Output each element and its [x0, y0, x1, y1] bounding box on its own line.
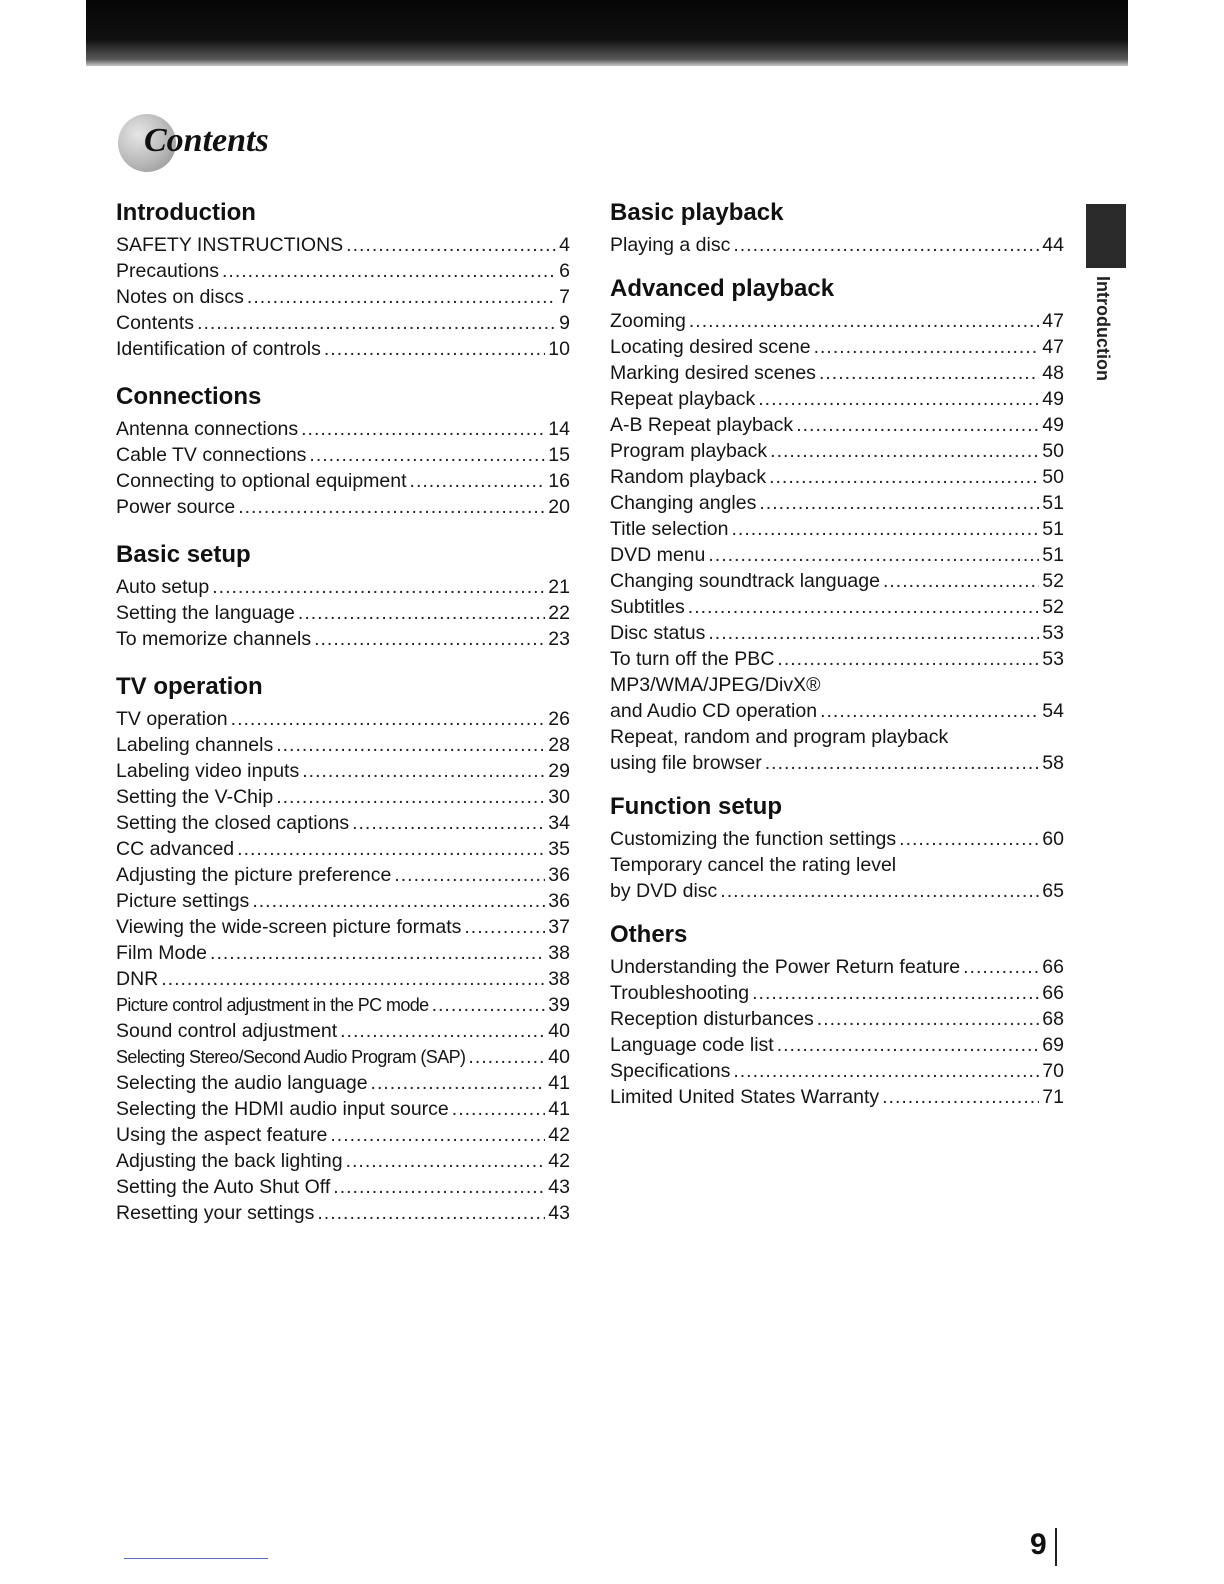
toc-entry[interactable] — [116, 310, 570, 336]
toc-dot-leader — [197, 310, 556, 336]
toc-dot-leader — [733, 232, 1039, 258]
toc-entry[interactable] — [116, 810, 570, 836]
top-header-bar — [86, 0, 1128, 66]
toc-entry[interactable] — [116, 758, 570, 784]
toc-entry-page: 26 — [548, 708, 570, 730]
toc-entry[interactable] — [610, 516, 1064, 542]
section-title: Basic setup — [116, 541, 251, 568]
toc-entry-title: Auto setup — [116, 576, 210, 598]
toc-entry-page: 58 — [1042, 752, 1064, 774]
toc-dot-leader — [371, 1070, 546, 1096]
left-toc-column — [116, 198, 570, 1226]
toc-entry-title: Subtitles — [610, 596, 685, 618]
toc-entry[interactable] — [116, 1096, 570, 1122]
toc-entry-title: Resetting your settings — [116, 1202, 315, 1224]
toc-entry-page: 35 — [548, 838, 570, 860]
toc-dot-leader — [238, 494, 545, 520]
toc-entry-page: 9 — [559, 312, 570, 334]
toc-entry-page: 47 — [1042, 310, 1064, 332]
toc-dot-leader — [309, 442, 545, 468]
toc-entry[interactable] — [116, 940, 570, 966]
toc-entry[interactable] — [610, 412, 1064, 438]
toc-dot-leader — [759, 490, 1039, 516]
section-spacer — [610, 258, 1064, 274]
toc-entry-page: 37 — [548, 916, 570, 938]
toc-dot-leader — [276, 784, 545, 810]
toc-entry-title: Playing a disc — [610, 234, 731, 256]
toc-dot-leader — [817, 1006, 1040, 1032]
toc-entry-title: Picture settings — [116, 890, 250, 912]
toc-dot-leader — [777, 1032, 1040, 1058]
toc-dot-leader — [819, 360, 1039, 386]
toc-entry-page: 40 — [548, 1046, 570, 1068]
toc-dot-leader — [302, 758, 545, 784]
section-spacer — [116, 362, 570, 382]
toc-entry[interactable] — [116, 784, 570, 810]
toc-entry[interactable] — [116, 1122, 570, 1148]
toc-entry-title: DVD menu — [610, 544, 706, 566]
toc-entry-title: Precautions — [116, 260, 219, 282]
toc-entry[interactable] — [610, 334, 1064, 360]
toc-entry-title: To turn off the PBC — [610, 648, 775, 670]
toc-entry[interactable] — [116, 1174, 570, 1200]
toc-entry-page: 41 — [548, 1098, 570, 1120]
toc-entry-title: Limited United States Warranty — [610, 1086, 880, 1108]
toc-entry-page: 51 — [1042, 492, 1064, 514]
toc-entry-page: 53 — [1042, 622, 1064, 644]
toc-entry[interactable] — [116, 966, 570, 992]
toc-entry[interactable] — [610, 1032, 1064, 1058]
toc-entry-title: Language code list — [610, 1034, 774, 1056]
side-chapter-label-text: Introduction — [1093, 276, 1113, 381]
toc-dot-leader — [410, 468, 546, 494]
toc-dot-leader — [814, 334, 1040, 360]
toc-dot-leader — [452, 1096, 546, 1122]
toc-entry-title: Viewing the wide-screen picture formats — [116, 916, 462, 938]
toc-entry-title: Using the aspect feature — [116, 1124, 328, 1146]
toc-entry[interactable] — [610, 826, 1064, 852]
toc-entry-page: 51 — [1042, 544, 1064, 566]
toc-entry-page: 43 — [548, 1176, 570, 1198]
toc-entry-page: 71 — [1042, 1086, 1064, 1108]
toc-entry-page: 54 — [1042, 700, 1064, 722]
toc-entry[interactable] — [610, 464, 1064, 490]
toc-entry-title: Cable TV connections — [116, 444, 307, 466]
toc-dot-leader — [733, 1058, 1039, 1084]
toc-dot-leader — [758, 386, 1039, 412]
toc-entry-title: Specifications — [610, 1060, 731, 1082]
toc-entry-page: 22 — [548, 602, 570, 624]
toc-entry-title: Film Mode — [116, 942, 208, 964]
toc-section — [116, 672, 570, 1226]
toc-dot-leader — [314, 626, 545, 652]
toc-entry-title: CC advanced — [116, 838, 235, 860]
toc-entry-title: Understanding the Power Return feature — [610, 956, 961, 978]
contents-heading — [116, 112, 356, 176]
toc-entry-page: 42 — [548, 1124, 570, 1146]
toc-dot-leader — [796, 412, 1039, 438]
toc-entry[interactable] — [116, 836, 570, 862]
toc-entry-page: 29 — [548, 760, 570, 782]
toc-entry[interactable] — [610, 308, 1064, 334]
toc-dot-leader — [899, 826, 1039, 852]
toc-entry[interactable] — [610, 620, 1064, 646]
toc-entry-page: 23 — [548, 628, 570, 650]
toc-dot-leader — [301, 416, 545, 442]
toc-dot-leader — [468, 1044, 545, 1070]
toc-dot-leader — [464, 914, 545, 940]
toc-entry-title: Customizing the function settings — [610, 828, 897, 850]
toc-dot-leader — [769, 464, 1039, 490]
toc-section — [610, 920, 1064, 1110]
toc-entry-title: Troubleshooting — [610, 982, 750, 1004]
toc-entry[interactable] — [116, 706, 570, 732]
toc-entry-page: 49 — [1042, 388, 1064, 410]
right-toc-column — [610, 198, 1064, 1110]
toc-entry[interactable] — [116, 494, 570, 520]
toc-entry-title: Selecting the HDMI audio input source — [116, 1098, 449, 1120]
toc-entry-page: 30 — [548, 786, 570, 808]
toc-entry[interactable] — [116, 1200, 570, 1226]
toc-dot-leader — [252, 888, 545, 914]
toc-entry-page: 38 — [548, 942, 570, 964]
toc-entry-page: 14 — [548, 418, 570, 440]
toc-entry-page: 53 — [1042, 648, 1064, 670]
section-title: Advanced playback — [610, 275, 835, 302]
side-tab-marker — [1086, 204, 1126, 268]
toc-section — [610, 792, 1064, 904]
toc-entry-page: 15 — [548, 444, 570, 466]
toc-entry-page: 7 — [559, 286, 570, 308]
toc-entry[interactable] — [610, 646, 1064, 672]
toc-dot-leader — [212, 574, 545, 600]
toc-entry[interactable] — [116, 732, 570, 758]
toc-entry[interactable] — [116, 574, 570, 600]
section-spacer — [116, 652, 570, 672]
toc-dot-leader — [777, 646, 1039, 672]
toc-entry-title: Sound control adjustment — [116, 1020, 338, 1042]
toc-entry-title: Adjusting the back lighting — [116, 1150, 343, 1172]
toc-entry-first-line: Temporary cancel the rating level — [610, 854, 897, 876]
toc-entry-page: 42 — [548, 1150, 570, 1172]
toc-entry-page: 52 — [1042, 596, 1064, 618]
toc-entry-title: Setting the closed captions — [116, 812, 350, 834]
toc-entry-page: 47 — [1042, 336, 1064, 358]
toc-dot-leader — [247, 284, 556, 310]
toc-entry-title: Repeat playback — [610, 388, 756, 410]
toc-entry-title: To memorize channels — [116, 628, 312, 650]
toc-entry-page: 51 — [1042, 518, 1064, 540]
toc-entry-page: 41 — [548, 1072, 570, 1094]
toc-dot-leader — [210, 940, 545, 966]
page-title: Contents — [144, 122, 269, 159]
side-chapter-label — [1087, 276, 1113, 386]
toc-entry-title: Setting the Auto Shut Off — [116, 1176, 331, 1198]
toc-entry-title: Reception disturbances — [610, 1008, 814, 1030]
toc-entry-title: Contents — [116, 312, 195, 334]
toc-entry[interactable] — [610, 878, 1064, 904]
toc-entry[interactable] — [116, 600, 570, 626]
section-spacer — [116, 520, 570, 540]
toc-entry-title: Setting the language — [116, 602, 295, 624]
page-number: 9 — [1030, 1528, 1047, 1561]
section-title: Connections — [116, 383, 262, 410]
toc-entry[interactable] — [116, 1044, 570, 1070]
toc-entry[interactable] — [116, 862, 570, 888]
toc-dot-leader — [770, 438, 1039, 464]
toc-entry-page: 34 — [548, 812, 570, 834]
section-title: TV operation — [116, 673, 263, 700]
toc-entry-title: Connecting to optional equipment — [116, 470, 407, 492]
toc-entry-page: 40 — [548, 1020, 570, 1042]
toc-entry-page: 36 — [548, 864, 570, 886]
toc-entry-page: 43 — [548, 1202, 570, 1224]
section-title: Basic playback — [610, 199, 784, 226]
toc-entry-page: 50 — [1042, 466, 1064, 488]
toc-entry[interactable] — [610, 750, 1064, 776]
toc-entry[interactable] — [610, 568, 1064, 594]
toc-entry-title: SAFETY INSTRUCTIONS — [116, 234, 344, 256]
footer-line — [124, 1558, 268, 1559]
section-spacer — [610, 904, 1064, 920]
toc-dot-leader — [231, 706, 546, 732]
toc-entry-title: Picture control adjustment in the PC mode — [116, 995, 429, 1015]
toc-dot-leader — [394, 862, 545, 888]
toc-entry[interactable] — [116, 992, 570, 1018]
toc-entry-page: 4 — [559, 234, 570, 256]
toc-dot-leader — [237, 836, 545, 862]
toc-entry[interactable] — [116, 284, 570, 310]
toc-entry-title: Zooming — [610, 310, 686, 332]
toc-dot-leader — [352, 810, 545, 836]
toc-entry[interactable] — [610, 490, 1064, 516]
toc-entry-page: 66 — [1042, 956, 1064, 978]
toc-dot-leader — [161, 966, 545, 992]
toc-entry-title: Locating desired scene — [610, 336, 811, 358]
toc-dot-leader — [708, 620, 1039, 646]
toc-dot-leader — [708, 542, 1039, 568]
toc-entry[interactable] — [610, 698, 1064, 724]
toc-entry[interactable] — [116, 258, 570, 284]
toc-entry[interactable] — [116, 626, 570, 652]
toc-entry-title: using file browser — [610, 752, 762, 774]
toc-section — [116, 382, 570, 520]
toc-entry-page: 66 — [1042, 982, 1064, 1004]
toc-entry-page: 60 — [1042, 828, 1064, 850]
toc-entry-title: Notes on discs — [116, 286, 244, 308]
toc-entry[interactable] — [116, 468, 570, 494]
section-title: Others — [610, 921, 688, 948]
toc-entry[interactable] — [116, 1148, 570, 1174]
toc-entry[interactable] — [116, 416, 570, 442]
toc-entry[interactable] — [116, 442, 570, 468]
toc-entry-title: Identification of controls — [116, 338, 321, 360]
toc-entry-first-line: MP3/WMA/JPEG/DivX® — [610, 674, 821, 696]
toc-entry[interactable] — [610, 386, 1064, 412]
toc-dot-leader — [340, 1018, 545, 1044]
toc-entry-page: 20 — [548, 496, 570, 518]
toc-entry-title: Labeling video inputs — [116, 760, 300, 782]
section-title: Function setup — [610, 793, 782, 820]
toc-entry[interactable] — [610, 1058, 1064, 1084]
toc-dot-leader — [330, 1122, 545, 1148]
toc-entry-title: and Audio CD operation — [610, 700, 818, 722]
toc-entry-title: Random playback — [610, 466, 767, 488]
toc-entry-title: Program playback — [610, 440, 768, 462]
toc-dot-leader — [882, 1084, 1039, 1110]
toc-dot-leader — [752, 980, 1039, 1006]
toc-entry-page: 16 — [548, 470, 570, 492]
toc-entry-title: by DVD disc — [610, 880, 718, 902]
section-spacer — [610, 776, 1064, 792]
toc-dot-leader — [333, 1174, 545, 1200]
toc-entry-title: DNR — [116, 968, 159, 990]
toc-entry[interactable] — [610, 1084, 1064, 1110]
toc-dot-leader — [432, 992, 546, 1018]
toc-dot-leader — [346, 232, 556, 258]
toc-entry-title: Changing angles — [610, 492, 757, 514]
toc-entry-page: 21 — [548, 576, 570, 598]
toc-section — [116, 198, 570, 362]
toc-dot-leader — [765, 750, 1040, 776]
toc-entry-title: Disc status — [610, 622, 706, 644]
toc-entry[interactable] — [610, 360, 1064, 386]
toc-entry[interactable] — [610, 980, 1064, 1006]
toc-entry-first-line: Repeat, random and program playback — [610, 726, 949, 748]
toc-entry-page: 65 — [1042, 880, 1064, 902]
toc-dot-leader — [298, 600, 545, 626]
toc-dot-leader — [688, 594, 1040, 620]
toc-entry-page: 44 — [1042, 234, 1064, 256]
toc-dot-leader — [820, 698, 1039, 724]
toc-entry-page: 10 — [548, 338, 570, 360]
toc-entry-page: 52 — [1042, 570, 1064, 592]
toc-entry-title: Marking desired scenes — [610, 362, 816, 384]
toc-section — [610, 198, 1064, 258]
toc-entry-title: A-B Repeat playback — [610, 414, 794, 436]
toc-entry-title: Adjusting the picture preference — [116, 864, 392, 886]
toc-entry[interactable] — [610, 438, 1064, 464]
toc-entry-page: 49 — [1042, 414, 1064, 436]
toc-entry-page: 70 — [1042, 1060, 1064, 1082]
toc-section — [116, 540, 570, 652]
toc-dot-leader — [317, 1200, 545, 1226]
toc-entry-page: 38 — [548, 968, 570, 990]
toc-entry[interactable] — [610, 954, 1064, 980]
toc-dot-leader — [720, 878, 1039, 904]
toc-dot-leader — [276, 732, 545, 758]
toc-entry-title: Labeling channels — [116, 734, 274, 756]
toc-dot-leader — [883, 568, 1039, 594]
toc-entry-page: 50 — [1042, 440, 1064, 462]
page-number-rule — [1055, 1528, 1057, 1566]
toc-entry-page: 69 — [1042, 1034, 1064, 1056]
toc-dot-leader — [689, 308, 1039, 334]
section-title: Introduction — [116, 199, 256, 226]
toc-entry-title: Antenna connections — [116, 418, 299, 440]
toc-entry-title: TV operation — [116, 708, 228, 730]
toc-entry[interactable] — [610, 594, 1064, 620]
toc-entry[interactable] — [116, 914, 570, 940]
toc-entry-page: 28 — [548, 734, 570, 756]
toc-entry[interactable] — [610, 542, 1064, 568]
toc-entry-title: Selecting Stereo/Second Audio Program (SAP) — [116, 1047, 466, 1067]
toc-entry[interactable] — [116, 336, 570, 362]
toc-entry-title: Title selection — [610, 518, 729, 540]
toc-entry[interactable] — [610, 1006, 1064, 1032]
toc-dot-leader — [222, 258, 556, 284]
toc-entry-page: 68 — [1042, 1008, 1064, 1030]
toc-dot-leader — [963, 954, 1039, 980]
toc-entry[interactable] — [116, 888, 570, 914]
toc-entry[interactable] — [116, 1018, 570, 1044]
toc-entry-page: 39 — [548, 994, 570, 1016]
toc-dot-leader — [732, 516, 1040, 542]
toc-entry-title: Changing soundtrack language — [610, 570, 880, 592]
toc-entry[interactable] — [610, 232, 1064, 258]
toc-entry-title: Power source — [116, 496, 236, 518]
toc-entry-title: Selecting the audio language — [116, 1072, 368, 1094]
toc-dot-leader — [346, 1148, 546, 1174]
toc-entry[interactable] — [116, 232, 570, 258]
toc-section — [610, 274, 1064, 776]
toc-entry-page: 36 — [548, 890, 570, 912]
toc-entry-title: Setting the V-Chip — [116, 786, 274, 808]
toc-entry[interactable] — [116, 1070, 570, 1096]
toc-dot-leader — [324, 336, 545, 362]
toc-entry-page: 48 — [1042, 362, 1064, 384]
toc-entry-page: 6 — [559, 260, 570, 282]
